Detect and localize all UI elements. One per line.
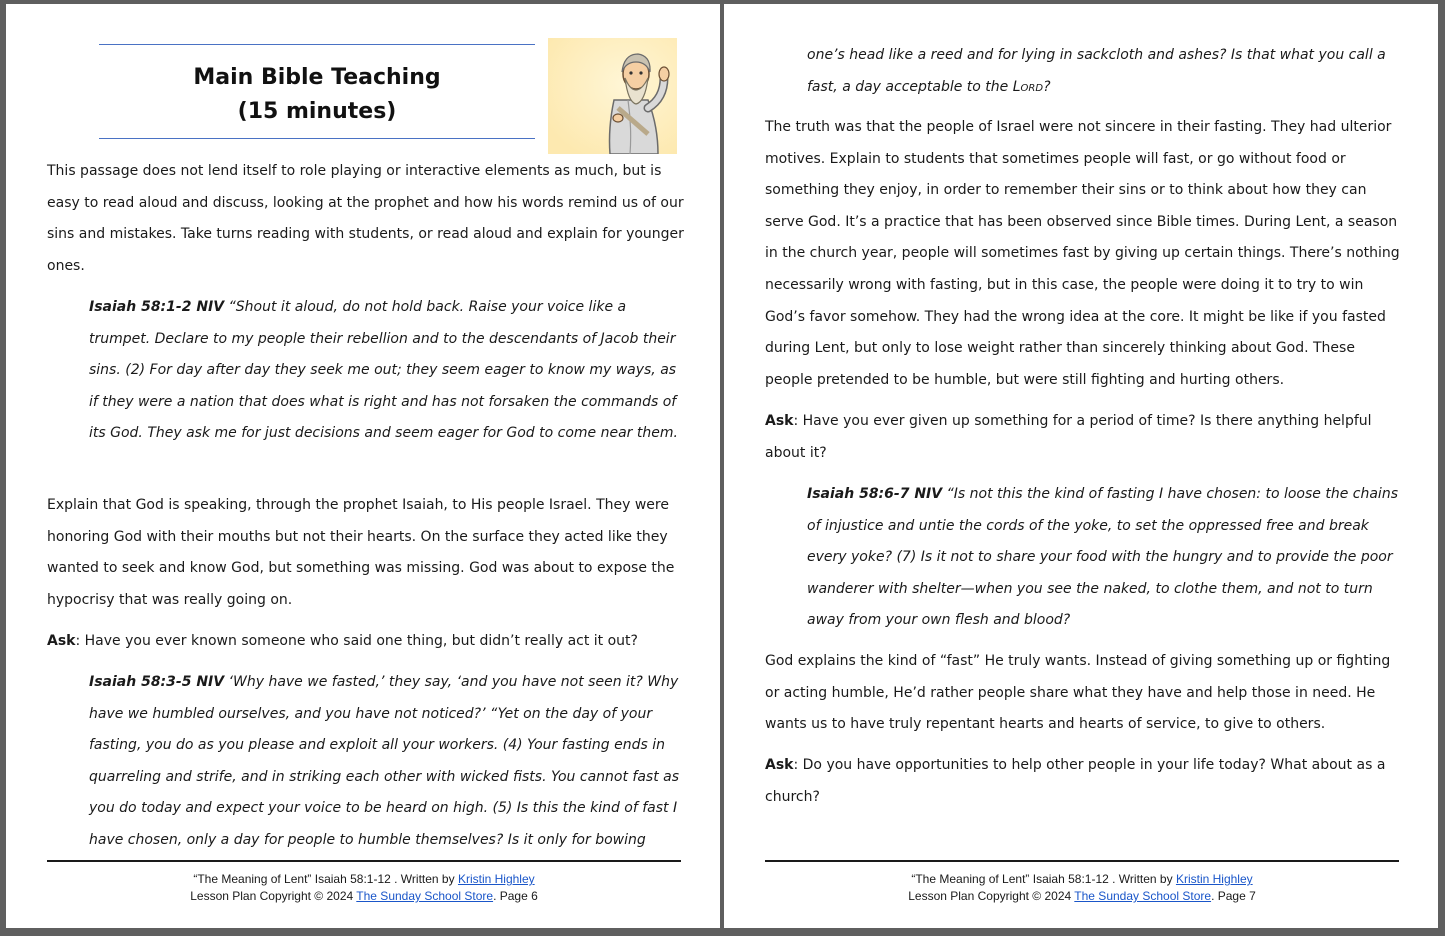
footer-line-2 xyxy=(765,888,1399,905)
ask-prompt-3 xyxy=(765,750,1405,813)
page-footer xyxy=(765,871,1399,905)
footer-rule xyxy=(765,860,1399,862)
footer-title-text: “The Meaning of Lent” Isaiah 58:1-12 . Written by xyxy=(911,872,1176,886)
prophet-illustration xyxy=(548,38,677,154)
author-link[interactable]: Kristin Highley xyxy=(457,872,535,886)
footer-rule xyxy=(47,860,681,862)
truth-paragraph: The truth was that the people of Israel were not sincere in their fasting. They had ulterior motives. Explain to students that sometimes people will fast, or go without food or something they enjoy, in order to remember their sins or to think about how they can serve God. It’s a practice that has been observed since Bible times. During Lent, a season in the church year, people will sometimes fast by giving up certain things. There’s nothing necessarily wrong with fasting, but in this case, the people were doing it to try to win God’s favor somehow. They had the wrong idea at the core. It might be like if you fasted during Lent, but only to lose weight rather than sincerely thinking about God. These people pretended to be humble, but were still fighting and hurting others. xyxy=(765,119,1400,388)
footer-line-2 xyxy=(47,888,681,905)
page-number: . Page 7 xyxy=(1211,889,1256,903)
scripture-end: ? xyxy=(1043,78,1051,95)
page-footer xyxy=(47,871,681,905)
ask-text: : Have you ever given up something for a period of time? Is there anything helpful about it? xyxy=(765,413,1372,461)
store-link[interactable]: The Sunday School Store xyxy=(356,889,494,903)
ask-prompt-2 xyxy=(765,406,1405,469)
section-title-box xyxy=(99,44,535,139)
copyright-text: Lesson Plan Copyright © 2024 xyxy=(190,889,357,903)
lord-small-caps: Lord xyxy=(1012,78,1044,95)
title-bottom-rule xyxy=(99,138,535,139)
page-number: . Page 6 xyxy=(493,889,538,903)
ask-label: Ask xyxy=(47,633,76,649)
scripture-text: “Is not this the kind of fasting I have chosen: to loose the chains of injustice and untie the cords of the yoke, to set the oppressed free and break every yoke? (7) Is it not to share your food with the hungry and to provide the poor wanderer with shelter—when you see the naked, to clothe them, and not to turn away from your own flesh and blood? xyxy=(807,486,1398,629)
scripture-text: ‘Why have we fasted,’ they say, ‘and you have not seen it? Why have we humbled ourselves, and you have not noticed?’ “Yet on the day of your fasting, you do as you please and exploit all your workers. (4) Your fasting ends in quarreling and strife, and in striking each other with wicked fists. You cannot fast as you do today and expect your voice to be heard on high. (5) Is this the kind of fast I have chosen, only a day for people to humble themselves? Is it only for bowing xyxy=(89,674,680,848)
footer-line-1 xyxy=(765,871,1399,888)
scripture-quote-isaiah-58-6-7 xyxy=(807,479,1403,637)
document-page-7 xyxy=(724,4,1438,928)
scripture-quote-isaiah-58-1-2 xyxy=(89,292,685,450)
ask-label: Ask xyxy=(765,757,794,773)
scripture-text: one’s head like a reed and for lying in sackcloth and ashes? Is that what you call a fast, a day acceptable to the xyxy=(807,47,1386,95)
scripture-quote-isaiah-58-3-5 xyxy=(89,667,685,857)
scripture-quote-continued xyxy=(807,40,1403,103)
ask-prompt-1 xyxy=(47,626,687,658)
ask-text: : Have you ever known someone who said one thing, but didn’t really act it out? xyxy=(75,633,638,649)
title-line-1: Main Bible Teaching xyxy=(193,65,441,90)
explains-paragraph: God explains the kind of “fast” He truly wants. Instead of giving something up or fighting or acting humble, He’d rather people share what they have and help those in need. He wants us to have truly repentant hearts and hearts of service, to give to others. xyxy=(765,653,1391,733)
title-line-2: (15 minutes) xyxy=(237,99,397,124)
ask-text: : Do you have opportunities to help other people in your life today? What about as a church? xyxy=(765,757,1386,805)
intro-paragraph: This passage does not lend itself to role playing or interactive elements as much, but is easy to read aloud and discuss, looking at the prophet and how his words remind us of our sins and mistakes. Take turns reading with students, or read aloud and explain for younger ones. xyxy=(47,163,684,274)
copyright-text: Lesson Plan Copyright © 2024 xyxy=(908,889,1075,903)
scripture-reference: Isaiah 58:6-7 NIV xyxy=(807,486,943,502)
explain-paragraph: Explain that God is speaking, through the prophet Isaiah, to His people Israel. They were honoring God with their mouths but not their hearts. On the surface they acted like they wanted to seek and know God, but something was missing. God was about to expose the hypocrisy that was really going on. xyxy=(47,497,675,608)
store-link[interactable]: The Sunday School Store xyxy=(1074,889,1212,903)
footer-title-text: “The Meaning of Lent” Isaiah 58:1-12 . Written by xyxy=(193,872,458,886)
footer-line-1 xyxy=(47,871,681,888)
ask-label: Ask xyxy=(765,413,794,429)
section-title xyxy=(99,61,535,129)
scripture-text: “Shout it aloud, do not hold back. Raise your voice like a trumpet. Declare to my people their rebellion and to the descendants of Jacob their sins. (2) For day after day they seek me out; they seem eager to know my ways, as if they were a nation that does what is right and has not forsaken the commands of its God. They ask me for just decisions and seem eager for God to come near them. xyxy=(89,299,678,442)
scripture-reference: Isaiah 58:1-2 NIV xyxy=(89,299,225,315)
author-link[interactable]: Kristin Highley xyxy=(1175,872,1253,886)
document-page-6 xyxy=(6,4,720,928)
title-top-rule xyxy=(99,44,535,45)
scripture-reference: Isaiah 58:3-5 NIV xyxy=(89,674,225,690)
